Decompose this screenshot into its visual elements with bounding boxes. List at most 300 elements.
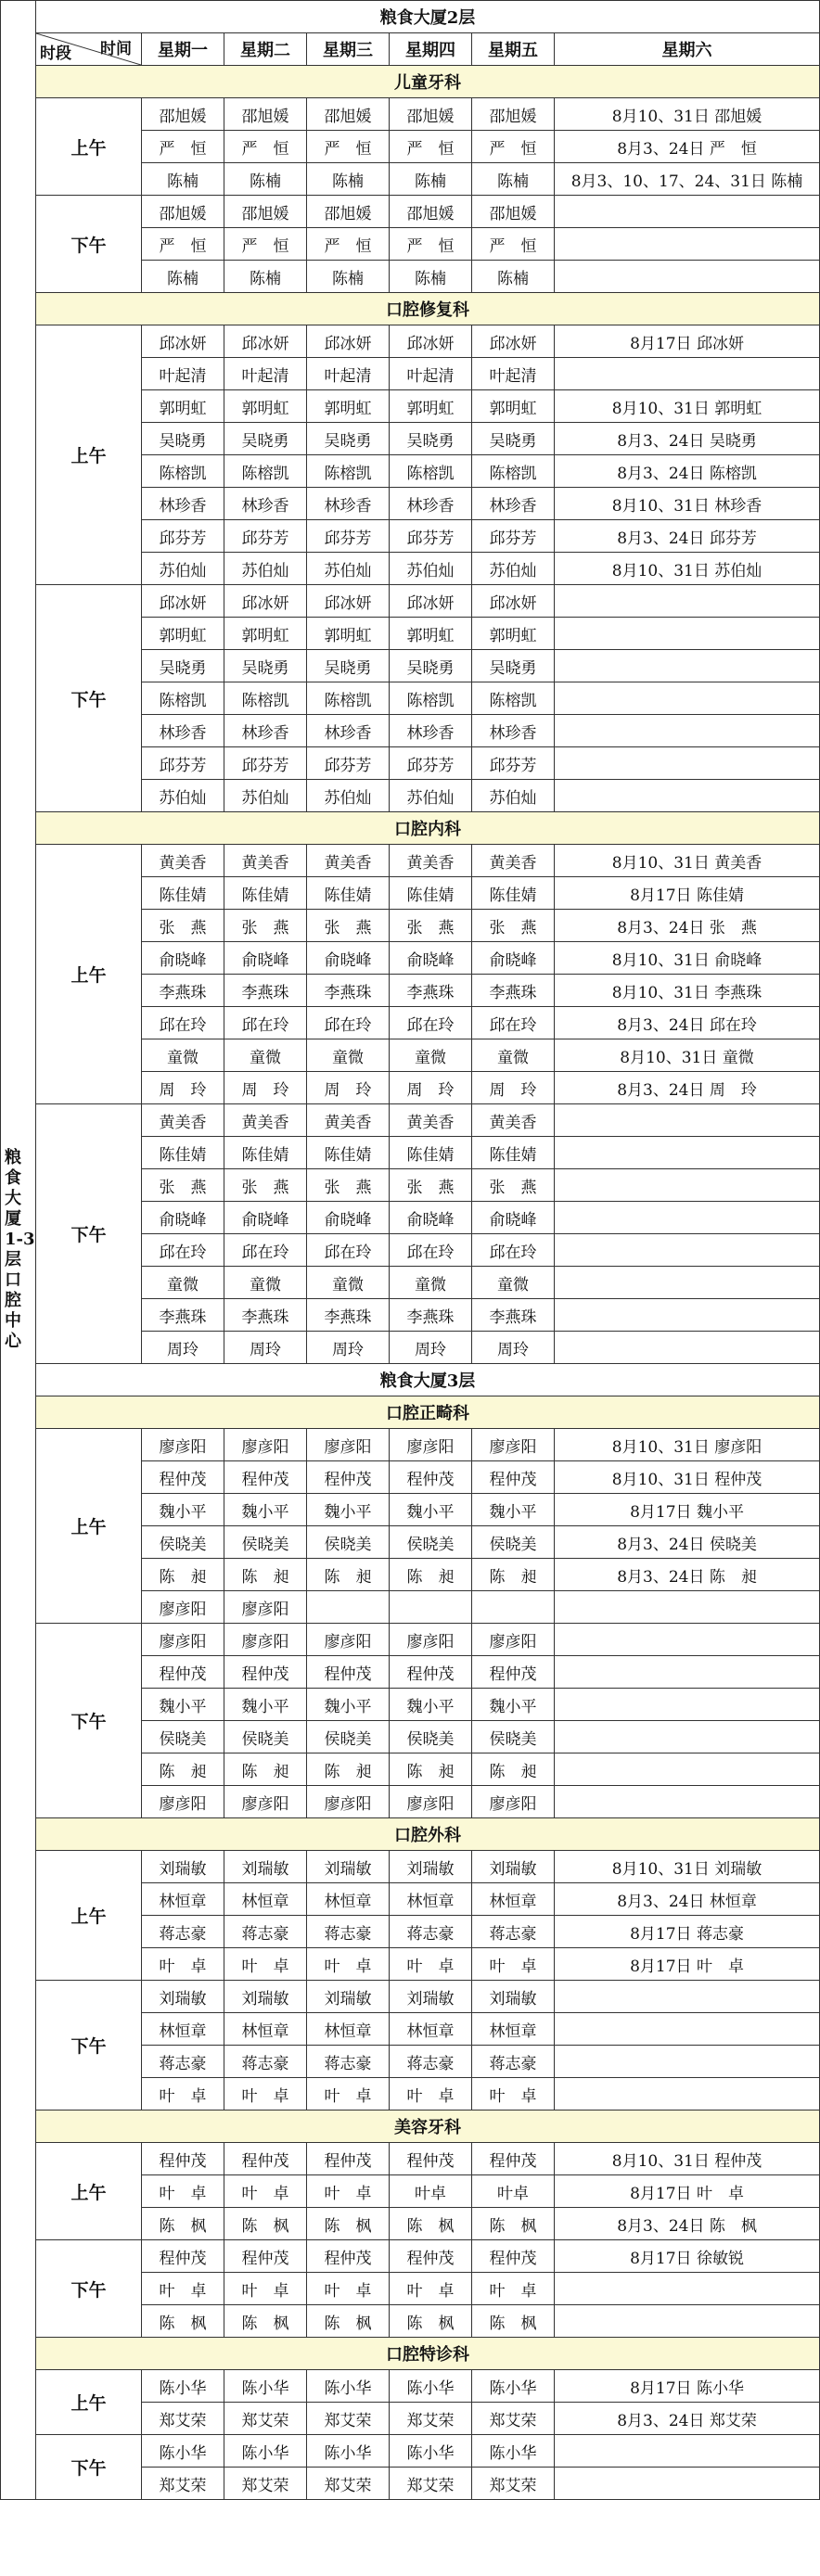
doctor-cell: 邱在玲 <box>307 1234 390 1267</box>
doctor-cell: 叶起清 <box>472 358 555 390</box>
doctor-cell: 陈榕凯 <box>390 455 472 488</box>
doctor-cell: 叶起清 <box>307 358 390 390</box>
doctor-row <box>1 1624 820 1656</box>
department-row <box>1 1818 820 1851</box>
doctor-cell: 邱芬芳 <box>390 747 472 780</box>
doctor-cell: 陈佳婧 <box>224 877 307 910</box>
doctor-cell: 邵旭媛 <box>307 98 390 131</box>
saturday-cell: 8月10、31日 苏伯灿 <box>555 553 820 585</box>
doctor-row <box>1 196 820 228</box>
doctor-cell: 叶 卓 <box>472 2273 555 2305</box>
doctor-cell: 邱在玲 <box>224 1007 307 1039</box>
doctor-cell: 严 恒 <box>390 131 472 163</box>
doctor-cell: 程仲茂 <box>224 1656 307 1689</box>
department-row <box>1 2111 820 2143</box>
doctor-cell: 李燕珠 <box>472 975 555 1007</box>
saturday-cell <box>555 2305 820 2338</box>
saturday-cell <box>555 2013 820 2046</box>
doctor-cell: 邱芬芳 <box>472 520 555 553</box>
doctor-cell: 童微 <box>390 1039 472 1072</box>
doctor-cell: 陈 昶 <box>307 1753 390 1786</box>
doctor-cell: 程仲茂 <box>224 1461 307 1494</box>
doctor-cell: 林珍香 <box>224 488 307 520</box>
doctor-cell: 刘瑞敏 <box>390 1981 472 2013</box>
saturday-cell <box>555 585 820 618</box>
doctor-cell: 林恒章 <box>472 2013 555 2046</box>
doctor-cell: 程仲茂 <box>224 2143 307 2175</box>
doctor-cell: 陈佳婧 <box>390 877 472 910</box>
doctor-cell: 侯晓美 <box>307 1721 390 1753</box>
doctor-cell: 郭明虹 <box>390 618 472 650</box>
doctor-cell: 林珍香 <box>142 488 224 520</box>
doctor-cell: 李燕珠 <box>472 1299 555 1332</box>
doctor-cell: 廖彦阳 <box>142 1429 224 1461</box>
doctor-cell: 程仲茂 <box>142 1461 224 1494</box>
doctor-cell: 程仲茂 <box>307 1461 390 1494</box>
doctor-cell: 严 恒 <box>472 131 555 163</box>
saturday-cell: 8月10、31日 俞晓峰 <box>555 942 820 975</box>
doctor-cell: 叶 卓 <box>307 2078 390 2111</box>
saturday-cell <box>555 1267 820 1299</box>
doctor-cell: 蒋志豪 <box>307 1916 390 1948</box>
doctor-cell: 廖彦阳 <box>307 1624 390 1656</box>
weekday-header: 星期五 <box>472 33 555 66</box>
doctor-cell: 侯晓美 <box>472 1721 555 1753</box>
doctor-cell: 邵旭媛 <box>472 196 555 228</box>
doctor-cell: 张 燕 <box>307 910 390 942</box>
doctor-cell: 郭明虹 <box>224 618 307 650</box>
doctor-cell: 周玲 <box>224 1332 307 1364</box>
doctor-cell: 程仲茂 <box>142 2143 224 2175</box>
doctor-row <box>1 1851 820 1883</box>
doctor-cell: 陈 枫 <box>224 2208 307 2240</box>
doctor-cell: 童微 <box>224 1267 307 1299</box>
saturday-cell: 8月3、24日 邱芬芳 <box>555 520 820 553</box>
doctor-cell: 魏小平 <box>142 1689 224 1721</box>
saturday-cell <box>555 650 820 682</box>
doctor-cell: 蒋志豪 <box>472 1916 555 1948</box>
doctor-cell: 蒋志豪 <box>142 1916 224 1948</box>
saturday-cell: 8月10、31日 程仲茂 <box>555 1461 820 1494</box>
weekday-header: 星期二 <box>224 33 307 66</box>
doctor-cell: 陈 枫 <box>224 2305 307 2338</box>
doctor-cell: 俞晓峰 <box>142 1202 224 1234</box>
saturday-cell <box>555 2273 820 2305</box>
saturday-cell <box>555 1786 820 1818</box>
doctor-cell: 林珍香 <box>142 715 224 747</box>
doctor-cell: 林恒章 <box>142 2013 224 2046</box>
doctor-cell: 刘瑞敏 <box>472 1851 555 1883</box>
doctor-cell: 邱冰妍 <box>472 325 555 358</box>
doctor-cell: 陈楠 <box>390 261 472 293</box>
saturday-cell <box>555 2046 820 2078</box>
saturday-cell <box>555 780 820 812</box>
doctor-cell: 李燕珠 <box>142 975 224 1007</box>
doctor-cell: 严 恒 <box>472 228 555 261</box>
doctor-cell: 陈 枫 <box>307 2208 390 2240</box>
saturday-cell: 8月10、31日 郭明虹 <box>555 390 820 423</box>
doctor-cell: 陈小华 <box>307 2435 390 2468</box>
doctor-cell: 邱芬芳 <box>472 747 555 780</box>
doctor-cell: 苏伯灿 <box>224 780 307 812</box>
doctor-cell: 程仲茂 <box>472 1656 555 1689</box>
doctor-cell: 蒋志豪 <box>390 1916 472 1948</box>
doctor-cell: 陈榕凯 <box>142 455 224 488</box>
doctor-cell: 叶 卓 <box>224 2078 307 2111</box>
doctor-cell: 林珍香 <box>472 715 555 747</box>
saturday-cell: 8月3、24日 郑艾荣 <box>555 2403 820 2435</box>
department-row <box>1 812 820 845</box>
department-row <box>1 66 820 98</box>
saturday-cell: 8月3、24日 陈 枫 <box>555 2208 820 2240</box>
doctor-cell: 童微 <box>224 1039 307 1072</box>
doctor-cell: 林恒章 <box>390 2013 472 2046</box>
period-label: 上午 <box>36 98 142 196</box>
doctor-cell: 陈 昶 <box>390 1559 472 1591</box>
doctor-cell: 童微 <box>142 1267 224 1299</box>
doctor-cell: 陈 枫 <box>307 2305 390 2338</box>
doctor-cell: 周玲 <box>142 1332 224 1364</box>
doctor-cell: 叶 卓 <box>472 1948 555 1981</box>
doctor-cell: 程仲茂 <box>472 2240 555 2273</box>
doctor-cell: 邱冰妍 <box>390 325 472 358</box>
doctor-cell: 侯晓美 <box>142 1721 224 1753</box>
weekday-header: 星期六 <box>555 33 820 66</box>
doctor-cell: 廖彦阳 <box>390 1624 472 1656</box>
doctor-cell: 吴晓勇 <box>390 650 472 682</box>
doctor-cell: 严 恒 <box>390 228 472 261</box>
period-label: 下午 <box>36 196 142 293</box>
doctor-cell: 程仲茂 <box>472 2143 555 2175</box>
doctor-cell: 叶卓 <box>472 2175 555 2208</box>
doctor-cell: 童微 <box>472 1267 555 1299</box>
doctor-cell: 邵旭媛 <box>307 196 390 228</box>
doctor-cell: 周玲 <box>390 1332 472 1364</box>
doctor-cell: 郭明虹 <box>142 618 224 650</box>
doctor-cell: 陈小华 <box>142 2370 224 2403</box>
doctor-cell: 李燕珠 <box>307 1299 390 1332</box>
doctor-cell: 邱芬芳 <box>142 747 224 780</box>
doctor-cell: 陈小华 <box>224 2435 307 2468</box>
doctor-cell: 陈佳婧 <box>472 877 555 910</box>
doctor-cell: 程仲茂 <box>390 2240 472 2273</box>
doctor-cell: 叶 卓 <box>224 2273 307 2305</box>
doctor-cell: 周 玲 <box>472 1072 555 1104</box>
doctor-cell: 周玲 <box>472 1332 555 1364</box>
doctor-cell: 陈楠 <box>307 261 390 293</box>
building-title: 粮食大厦3层 <box>36 1364 820 1396</box>
saturday-cell: 8月17日 陈小华 <box>555 2370 820 2403</box>
doctor-cell: 林珍香 <box>390 715 472 747</box>
weekday-header-row <box>1 33 820 66</box>
doctor-cell: 张 燕 <box>142 910 224 942</box>
doctor-cell: 陈佳婧 <box>142 877 224 910</box>
doctor-cell: 魏小平 <box>224 1494 307 1526</box>
saturday-cell: 8月3、24日 吴晓勇 <box>555 423 820 455</box>
doctor-cell: 邱在玲 <box>390 1007 472 1039</box>
period-label: 上午 <box>36 325 142 585</box>
doctor-cell: 陈 枫 <box>142 2305 224 2338</box>
weekday-header: 星期三 <box>307 33 390 66</box>
saturday-cell <box>555 618 820 650</box>
department-row <box>1 1396 820 1429</box>
department-row <box>1 293 820 325</box>
saturday-cell: 8月3、24日 张 燕 <box>555 910 820 942</box>
doctor-cell: 邱冰妍 <box>224 325 307 358</box>
doctor-cell: 林恒章 <box>390 1883 472 1916</box>
saturday-cell: 8月17日 蒋志豪 <box>555 1916 820 1948</box>
weekday-header: 星期四 <box>390 33 472 66</box>
doctor-cell: 李燕珠 <box>142 1299 224 1332</box>
doctor-cell: 郭明虹 <box>472 390 555 423</box>
doctor-cell: 陈榕凯 <box>472 455 555 488</box>
doctor-cell <box>472 1591 555 1624</box>
saturday-cell <box>555 1689 820 1721</box>
doctor-cell: 李燕珠 <box>224 1299 307 1332</box>
corner-time-label: 时间 <box>100 40 132 58</box>
doctor-cell: 张 燕 <box>224 910 307 942</box>
doctor-cell: 邵旭媛 <box>390 196 472 228</box>
doctor-cell: 俞晓峰 <box>224 942 307 975</box>
saturday-cell: 8月10、31日 程仲茂 <box>555 2143 820 2175</box>
doctor-cell: 林恒章 <box>224 2013 307 2046</box>
doctor-cell: 蒋志豪 <box>142 2046 224 2078</box>
doctor-cell: 吴晓勇 <box>142 650 224 682</box>
doctor-cell: 程仲茂 <box>472 1461 555 1494</box>
department-title: 口腔特诊科 <box>36 2338 820 2370</box>
doctor-cell: 俞晓峰 <box>472 942 555 975</box>
saturday-cell: 8月17日 徐敏锐 <box>555 2240 820 2273</box>
doctor-cell: 邱芬芳 <box>307 747 390 780</box>
saturday-cell <box>555 358 820 390</box>
doctor-cell: 蒋志豪 <box>472 2046 555 2078</box>
saturday-cell: 8月10、31日 李燕珠 <box>555 975 820 1007</box>
saturday-cell: 8月3、24日 侯晓美 <box>555 1526 820 1559</box>
doctor-cell: 郑艾荣 <box>307 2403 390 2435</box>
doctor-cell: 陈佳婧 <box>472 1137 555 1169</box>
doctor-cell: 吴晓勇 <box>390 423 472 455</box>
doctor-row <box>1 845 820 877</box>
doctor-cell: 廖彦阳 <box>224 1786 307 1818</box>
saturday-cell <box>555 1721 820 1753</box>
doctor-cell: 邱冰妍 <box>472 585 555 618</box>
period-label: 上午 <box>36 1429 142 1624</box>
saturday-cell <box>555 261 820 293</box>
doctor-cell: 陈小华 <box>390 2370 472 2403</box>
doctor-cell: 侯晓美 <box>307 1526 390 1559</box>
doctor-cell: 叶 卓 <box>307 2175 390 2208</box>
doctor-cell: 吴晓勇 <box>472 423 555 455</box>
doctor-cell: 侯晓美 <box>224 1526 307 1559</box>
doctor-row <box>1 2143 820 2175</box>
doctor-cell: 俞晓峰 <box>224 1202 307 1234</box>
saturday-cell <box>555 1234 820 1267</box>
saturday-cell <box>555 2078 820 2111</box>
doctor-cell: 叶 卓 <box>224 1948 307 1981</box>
doctor-cell: 俞晓峰 <box>472 1202 555 1234</box>
doctor-cell: 吴晓勇 <box>307 650 390 682</box>
saturday-cell: 8月3、24日 周 玲 <box>555 1072 820 1104</box>
doctor-cell: 童微 <box>307 1267 390 1299</box>
doctor-cell: 侯晓美 <box>224 1721 307 1753</box>
doctor-cell: 邵旭媛 <box>224 196 307 228</box>
doctor-row <box>1 325 820 358</box>
doctor-cell: 郭明虹 <box>224 390 307 423</box>
doctor-cell: 陈 枫 <box>390 2208 472 2240</box>
doctor-cell: 陈榕凯 <box>224 682 307 715</box>
doctor-cell: 林恒章 <box>472 1883 555 1916</box>
saturday-cell: 8月17日 叶 卓 <box>555 1948 820 1981</box>
doctor-cell: 林恒章 <box>307 1883 390 1916</box>
doctor-cell: 叶 卓 <box>390 1948 472 1981</box>
doctor-cell: 程仲茂 <box>224 2240 307 2273</box>
time-period-corner <box>36 33 142 66</box>
doctor-cell: 邱在玲 <box>142 1234 224 1267</box>
doctor-cell: 林恒章 <box>142 1883 224 1916</box>
doctor-cell: 郑艾荣 <box>142 2468 224 2500</box>
doctor-cell: 严 恒 <box>224 131 307 163</box>
doctor-cell: 邱冰妍 <box>142 585 224 618</box>
doctor-cell: 陈 昶 <box>472 1559 555 1591</box>
saturday-cell: 8月17日 魏小平 <box>555 1494 820 1526</box>
doctor-cell: 陈楠 <box>307 163 390 196</box>
doctor-cell: 邱在玲 <box>390 1234 472 1267</box>
doctor-cell: 陈佳婧 <box>224 1137 307 1169</box>
doctor-cell: 魏小平 <box>142 1494 224 1526</box>
doctor-cell: 侯晓美 <box>472 1526 555 1559</box>
doctor-cell: 陈佳婧 <box>142 1137 224 1169</box>
doctor-cell: 蒋志豪 <box>390 2046 472 2078</box>
doctor-cell: 童微 <box>472 1039 555 1072</box>
doctor-cell: 廖彦阳 <box>390 1786 472 1818</box>
period-label: 下午 <box>36 1624 142 1818</box>
doctor-cell: 苏伯灿 <box>472 780 555 812</box>
doctor-cell: 苏伯灿 <box>307 780 390 812</box>
doctor-cell: 郭明虹 <box>142 390 224 423</box>
doctor-cell: 童微 <box>307 1039 390 1072</box>
department-title: 口腔修复科 <box>36 293 820 325</box>
doctor-cell: 廖彦阳 <box>472 1429 555 1461</box>
doctor-cell: 陈榕凯 <box>472 682 555 715</box>
saturday-cell: 8月3、24日 陈 昶 <box>555 1559 820 1591</box>
doctor-cell: 邱芬芳 <box>307 520 390 553</box>
doctor-cell: 陈楠 <box>472 261 555 293</box>
doctor-row <box>1 2240 820 2273</box>
doctor-row <box>1 2370 820 2403</box>
doctor-cell: 邱冰妍 <box>390 585 472 618</box>
doctor-cell: 陈 枫 <box>472 2208 555 2240</box>
saturday-cell: 8月10、31日 刘瑞敏 <box>555 1851 820 1883</box>
doctor-cell: 陈 昶 <box>224 1559 307 1591</box>
doctor-cell: 周玲 <box>307 1332 390 1364</box>
doctor-cell: 周 玲 <box>142 1072 224 1104</box>
doctor-cell: 魏小平 <box>472 1494 555 1526</box>
doctor-cell: 刘瑞敏 <box>142 1851 224 1883</box>
doctor-cell: 叶 卓 <box>472 2078 555 2111</box>
saturday-cell <box>555 1137 820 1169</box>
saturday-cell <box>555 1299 820 1332</box>
doctor-row <box>1 1981 820 2013</box>
doctor-cell: 邱在玲 <box>472 1007 555 1039</box>
doctor-cell: 邱在玲 <box>307 1007 390 1039</box>
doctor-cell: 林珍香 <box>390 488 472 520</box>
doctor-cell: 周 玲 <box>390 1072 472 1104</box>
saturday-cell: 8月17日 叶 卓 <box>555 2175 820 2208</box>
doctor-cell: 陈 昶 <box>307 1559 390 1591</box>
doctor-cell: 俞晓峰 <box>307 1202 390 1234</box>
doctor-cell: 陈小华 <box>224 2370 307 2403</box>
department-title: 美容牙科 <box>36 2111 820 2143</box>
center-name-label: 粮食大厦1-3层口腔中心 <box>1 1 36 2500</box>
doctor-cell: 苏伯灿 <box>390 553 472 585</box>
saturday-cell: 8月10、31日 林珍香 <box>555 488 820 520</box>
doctor-cell: 刘瑞敏 <box>142 1981 224 2013</box>
doctor-cell: 李燕珠 <box>307 975 390 1007</box>
doctor-cell: 叶 卓 <box>142 2273 224 2305</box>
saturday-cell <box>555 747 820 780</box>
doctor-cell: 刘瑞敏 <box>224 1981 307 2013</box>
doctor-cell: 程仲茂 <box>307 2143 390 2175</box>
doctor-cell: 叶 卓 <box>142 2078 224 2111</box>
period-label: 下午 <box>36 1981 142 2111</box>
doctor-cell: 魏小平 <box>472 1689 555 1721</box>
doctor-cell: 陈楠 <box>142 261 224 293</box>
doctor-cell: 陈佳婧 <box>390 1137 472 1169</box>
doctor-cell: 陈 枫 <box>390 2305 472 2338</box>
doctor-cell: 叶 卓 <box>390 2078 472 2111</box>
doctor-cell: 吴晓勇 <box>224 423 307 455</box>
doctor-cell: 黄美香 <box>224 845 307 877</box>
doctor-cell: 蒋志豪 <box>224 2046 307 2078</box>
doctor-cell: 陈佳婧 <box>307 877 390 910</box>
saturday-cell: 8月10、31日 童微 <box>555 1039 820 1072</box>
doctor-cell: 侯晓美 <box>390 1721 472 1753</box>
doctor-cell: 黄美香 <box>390 1104 472 1137</box>
saturday-cell: 8月3、24日 陈榕凯 <box>555 455 820 488</box>
doctor-cell: 陈楠 <box>224 163 307 196</box>
doctor-cell: 吴晓勇 <box>472 650 555 682</box>
doctor-cell: 郭明虹 <box>307 390 390 423</box>
saturday-cell <box>555 2468 820 2500</box>
doctor-cell: 廖彦阳 <box>224 1429 307 1461</box>
doctor-cell: 侯晓美 <box>142 1526 224 1559</box>
doctor-cell: 叶 卓 <box>224 2175 307 2208</box>
saturday-cell <box>555 1169 820 1202</box>
building-row <box>1 1 820 33</box>
doctor-row <box>1 2435 820 2468</box>
period-label: 下午 <box>36 2240 142 2338</box>
doctor-cell: 黄美香 <box>472 845 555 877</box>
doctor-cell: 刘瑞敏 <box>472 1981 555 2013</box>
corner-period-label: 时段 <box>40 45 71 63</box>
doctor-cell: 陈榕凯 <box>224 455 307 488</box>
doctor-cell: 陈榕凯 <box>142 682 224 715</box>
doctor-cell: 廖彦阳 <box>142 1624 224 1656</box>
doctor-cell: 程仲茂 <box>142 1656 224 1689</box>
doctor-cell: 叶 卓 <box>307 1948 390 1981</box>
doctor-cell: 周 玲 <box>224 1072 307 1104</box>
doctor-cell: 陈榕凯 <box>390 682 472 715</box>
doctor-cell: 童微 <box>142 1039 224 1072</box>
doctor-cell: 叶卓 <box>390 2175 472 2208</box>
doctor-row <box>1 1104 820 1137</box>
doctor-cell: 程仲茂 <box>390 1461 472 1494</box>
saturday-cell: 8月10、31日 邵旭媛 <box>555 98 820 131</box>
doctor-cell: 苏伯灿 <box>224 553 307 585</box>
saturday-cell: 8月3、24日 严 恒 <box>555 131 820 163</box>
doctor-cell: 邱在玲 <box>142 1007 224 1039</box>
doctor-cell: 苏伯灿 <box>142 780 224 812</box>
